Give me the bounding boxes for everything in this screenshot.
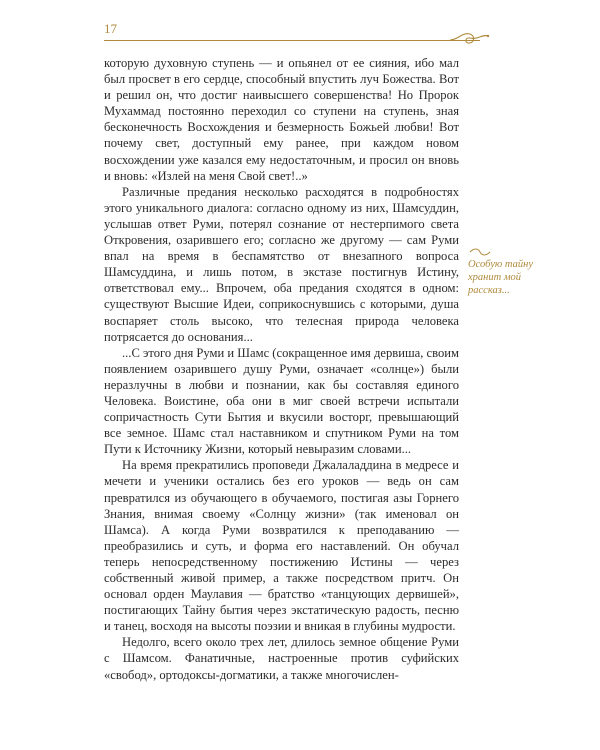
paragraph: На время прекратились проповеди Джалаладдина в медресе и мечети и ученики остались без его уроков — ведь он сам превратился из обучающего в обучаемого, постигая азы Горнего Знания, внимая своему «Солнцу жизни» (так именовал он Шамса). А когда Руми возвратился к преподаванию — преобразились и суть, и форма его наставлений. Он обучал теперь непосредственному постижению Истины — через собственный живой пример, а также посредством притч. Он основал орден Маулавия — братство «танцующих дервишей», постигающих Тайну бытия через экстатическую радость, песню и танец, восходя на высоты поэзии и вникая в глубины мудрости. <box>104 458 459 634</box>
paragraph: которую духовную ступень — и опьянел от ее сияния, ибо мал был просвет в его сердце, способный впустить луч Божества. Вот и решил он, что достиг наивысшего совершенства! Но Пророк Мухаммад постоянно переходил со ступени на ступень, зная бесконечность Восхождения и безмерность Божьей любви! Вот почему свет, доступный ему ранее, при каждом новом восхождении уже казался ему недостаточным, и просил он вновь и вновь: «Излей на меня Свой свет!..» <box>104 56 459 183</box>
page-number: 17 <box>104 21 117 36</box>
margin-ornament-icon <box>468 246 492 258</box>
paragraph: Недолго, всего около трех лет, длилось земное общение Руми с Шамсом. Фанатичные, настроенные против суфийских «свобод», ортодоксы-догматики, а также многочислен- <box>104 635 459 682</box>
paragraph: Различные предания несколько расходятся в подробностях этого уникального диалога: согласно одному из них, Шамсуддин, услышав ответ Руми, потерял сознание от нестерпимого света Откровения, озарившего его; согласно же другому — сам Руми впал на время в беспамятство от внезапного вопроса Шамсуддина, и лишь потом, в экстазе постигнув Истину, ответствовал ему... Впрочем, оба предания сходятся в одном: существуют Высшие Идеи, соприкоснувшись с которыми, душа воспаряет столь высоко, что телесная природа человека потрясается до основания... <box>104 184 459 344</box>
margin-note: Особую тайну хранит мой рассказ... <box>468 259 534 296</box>
body-text <box>104 55 459 683</box>
header-ornament-icon <box>448 28 492 50</box>
paragraph: ...С этого дня Руми и Шамс (сокращенное имя дервиша, своим появлением озарившего душу Руми, означает «солнце») были неразлучны в любви и познании, как бы составляя единого Человека. Воистине, оба они в миг своей встречи испытали сопричастность Сути Бытия и вкусили восторг, превышающий все земное. Шамс стал наставником и спутником Руми на том Пути к Источнику Жизни, который невыразим словами... <box>104 345 460 457</box>
header-rule <box>104 40 480 41</box>
